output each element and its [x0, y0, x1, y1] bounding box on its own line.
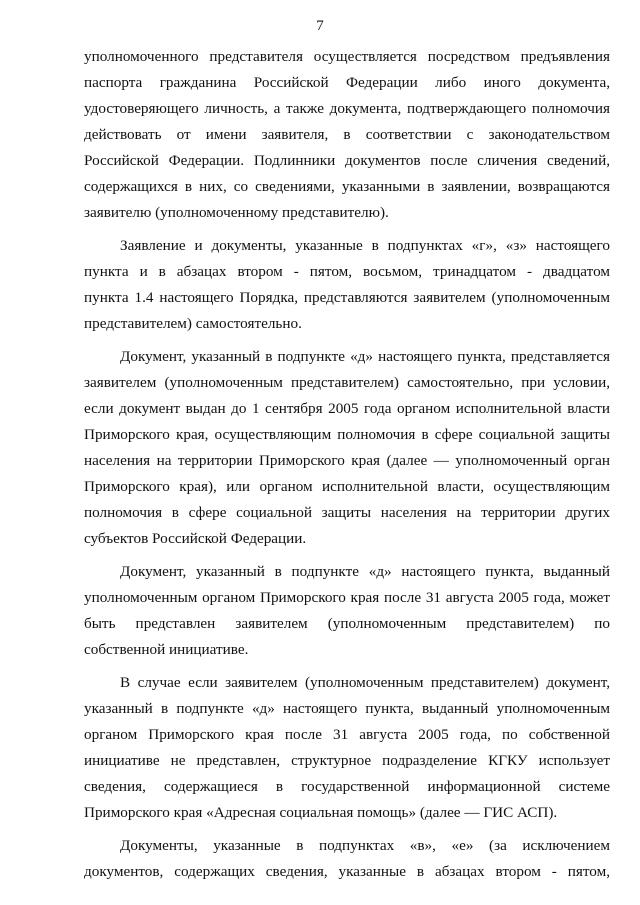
text-line: пункта и в абзацах втором - пятом, восьмом, тринадцатом - двадцатом [84, 263, 610, 280]
text-line: Приморского края, осуществляющим полномочия в сфере социальной защиты [84, 426, 610, 443]
page-number: 7 [316, 18, 324, 34]
text-line: собственной инициативе. [84, 641, 249, 658]
text-line: Заявление и документы, указанные в подпунктах «г», «з» настоящего [120, 237, 610, 254]
text-line: удостоверяющего личность, а также документа, подтверждающего полномочия [84, 100, 610, 117]
text-line: уполномоченным органом Приморского края после 31 августа 2005 года, может [84, 589, 610, 606]
text-line: инициативе не представлен, структурное подразделение КГКУ использует [84, 752, 610, 769]
paragraph-5 [84, 670, 610, 826]
text-line: документов, содержащих сведения, указанные в абзацах втором - пятом, [84, 863, 610, 880]
text-line: Приморского края), или органом исполнительной власти, осуществляющим [84, 478, 610, 495]
text-line: указанный в подпункте «д» настоящего пункта, выданный уполномоченным [84, 700, 610, 717]
text-line: заявителю (уполномоченному представителю). [84, 204, 389, 221]
text-line: субъектов Российской Федерации. [84, 530, 307, 547]
text-line: Российской Федерации. Подлинники документов после сличения сведений, [84, 152, 610, 169]
text-line: уполномоченного представителя осуществляется посредством предъявления [84, 48, 610, 65]
text-line: заявителем (уполномоченным представителем) самостоятельно, при условии, [84, 374, 610, 391]
text-line: полномочия в сфере социальной защиты населения на территории других [84, 504, 610, 521]
text-line: Документы, указанные в подпунктах «в», «е» (за исключением [120, 837, 610, 854]
paragraph-4 [84, 559, 610, 663]
text-line: органом Приморского края после 31 августа 2005 года, по собственной [84, 726, 610, 743]
paragraph-3 [84, 344, 610, 552]
text-line: Приморского края «Адресная социальная помощь» (далее — ГИС АСП). [84, 804, 558, 821]
text-line: В случае если заявителем (уполномоченным представителем) документ, [120, 674, 610, 691]
text-line: действовать от имени заявителя, в соответствии с законодательством [84, 126, 610, 143]
text-line: содержащихся в них, со сведениями, указанными в заявлении, возвращаются [84, 178, 610, 195]
paragraph-2 [84, 233, 610, 337]
text-line: Документ, указанный в подпункте «д» настоящего пункта, выданный [120, 563, 610, 580]
paragraph-6 [84, 833, 610, 885]
text-line: если документ выдан до 1 сентября 2005 года органом исполнительной власти [84, 400, 610, 417]
text-line: пункта 1.4 настоящего Порядка, представляются заявителем (уполномоченным [84, 289, 610, 306]
text-line: сведения, содержащиеся в государственной информационной системе [84, 778, 610, 795]
paragraph-1 [84, 44, 610, 226]
text-line: Документ, указанный в подпункте «д» настоящего пункта, представляется [120, 348, 610, 365]
text-line: населения на территории Приморского края (далее — уполномоченный орган [84, 452, 610, 469]
text-line: быть представлен заявителем (уполномоченным представителем) по [84, 615, 610, 632]
text-line: представителем) самостоятельно. [84, 315, 302, 332]
text-line: паспорта гражданина Российской Федерации либо иного документа, [84, 74, 610, 91]
document-body [84, 44, 610, 892]
